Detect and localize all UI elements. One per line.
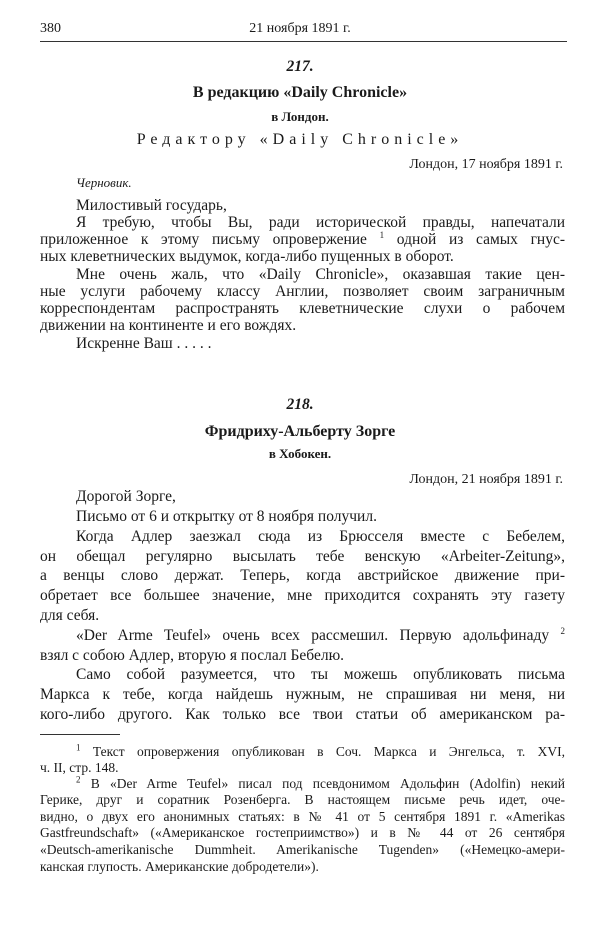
text-line: обретает все большее значение, мне приходится сохранять эту газету: [40, 587, 565, 604]
header-rule: [40, 41, 567, 42]
footnote-line: «Deutsch-amerikanische Dummheit. Amerikanische Tugenden» («Немецко-амери-: [40, 842, 565, 857]
salutation: Дорогой Зорге,: [76, 488, 176, 505]
footnote-line: видно, о двух его анонимных статьях: в № 41 от 5 сентября 1891 г. «Amerikas: [40, 809, 565, 824]
footnote-line: Герике, друг и соратник Розенберга. В настоящем письме речь идет, оче-: [40, 792, 565, 807]
text-line: Когда Адлер заезжал сюда из Брюсселя вместе с Бебелем,: [76, 528, 565, 545]
letter-date: Лондон, 21 ноября 1891 г.: [409, 472, 563, 487]
letter-title: В редакцию «Daily Chronicle»: [192, 84, 408, 101]
text-line: «Der Arme Teufel» очень всех рассмешил. Первую адольфинаду $^2$: [76, 625, 565, 644]
footnote-line: Gastfreundschaft» («Американское гостеприимство») и в № 44 от 26 сентября: [40, 825, 565, 840]
text-line: Мне очень жаль, что «Daily Chronicle», оказавшая такие цен-: [76, 266, 565, 283]
letter-title: Фридриху-Альберту Зорге: [204, 423, 396, 440]
text-line: приложенное к этому письму опровержение $^1$ одной из самых гнус-: [40, 229, 566, 248]
letter-place: в Лондон.: [271, 109, 329, 124]
letter-place: в Хобокен.: [268, 446, 332, 461]
footnote-2: $^2$ В «Der Arme Teufel» писал под псевдонимом Адольфин (Adolfin) некий: [76, 774, 566, 791]
text-line: для себя.: [40, 607, 100, 624]
footnote-rule: [40, 734, 120, 735]
text-line: Само собой разумеется, что ты можешь опубликовать письма: [76, 666, 565, 683]
text-line: он обещал регулярно высылать тебе венскую «Arbeiter-Zeitung»,: [40, 548, 565, 565]
text-line: Письмо от 6 и открытку от 8 ноября получил.: [76, 508, 377, 525]
running-title: 21 ноября 1891 г.: [249, 21, 351, 36]
text-line: а венцы слово держат. Теперь, когда австрийское движение при-: [40, 567, 565, 584]
letter-number: 218.: [286, 396, 314, 413]
draft-note: Черновик.: [76, 175, 132, 190]
closing: Искренне Ваш . . . . .: [76, 335, 212, 352]
text-line: движении на континенте и его вождях.: [40, 317, 297, 334]
footnote-1: $^1$ Текст опровержения опубликован в Соч. Маркса и Энгельса, т. XVI,: [76, 742, 566, 759]
footnote-line: ч. II, стр. 148.: [40, 760, 119, 775]
footnote-ref[interactable]: 1: [379, 229, 385, 240]
salutation: Милостивый государь,: [76, 197, 227, 214]
page-number: 380: [40, 21, 61, 36]
text-line: ные услуги рабочему классу Англии, позволяет своим заграничным: [40, 283, 565, 300]
text-line: ных клеветнических выдумок, когда-либо пущенных в оборот.: [40, 248, 454, 265]
footnote-ref[interactable]: 2: [560, 625, 565, 636]
text-line: взял с собою Адлер, вторую я послал Бебелю.: [40, 647, 345, 664]
letter-date: Лондон, 17 ноября 1891 г.: [409, 157, 563, 172]
text-line: Маркса к тебе, когда найдешь нужным, не спрашивая ни меня, ни: [40, 686, 565, 703]
letter-addressee: Редактору «Daily Chronicle»: [136, 131, 464, 148]
text-line: кого-либо другого. Как только все твои статьи об американском ра-: [40, 706, 565, 723]
text-line: корреспондентам распространять клеветнические слухи о рабочем: [40, 300, 565, 317]
letter-number: 217.: [286, 58, 314, 75]
footnote-line: канская глупость. Американские добродетели»).: [40, 859, 319, 874]
text-line: Я требую, чтобы Вы, ради исторической правды, напечатали: [76, 214, 565, 231]
